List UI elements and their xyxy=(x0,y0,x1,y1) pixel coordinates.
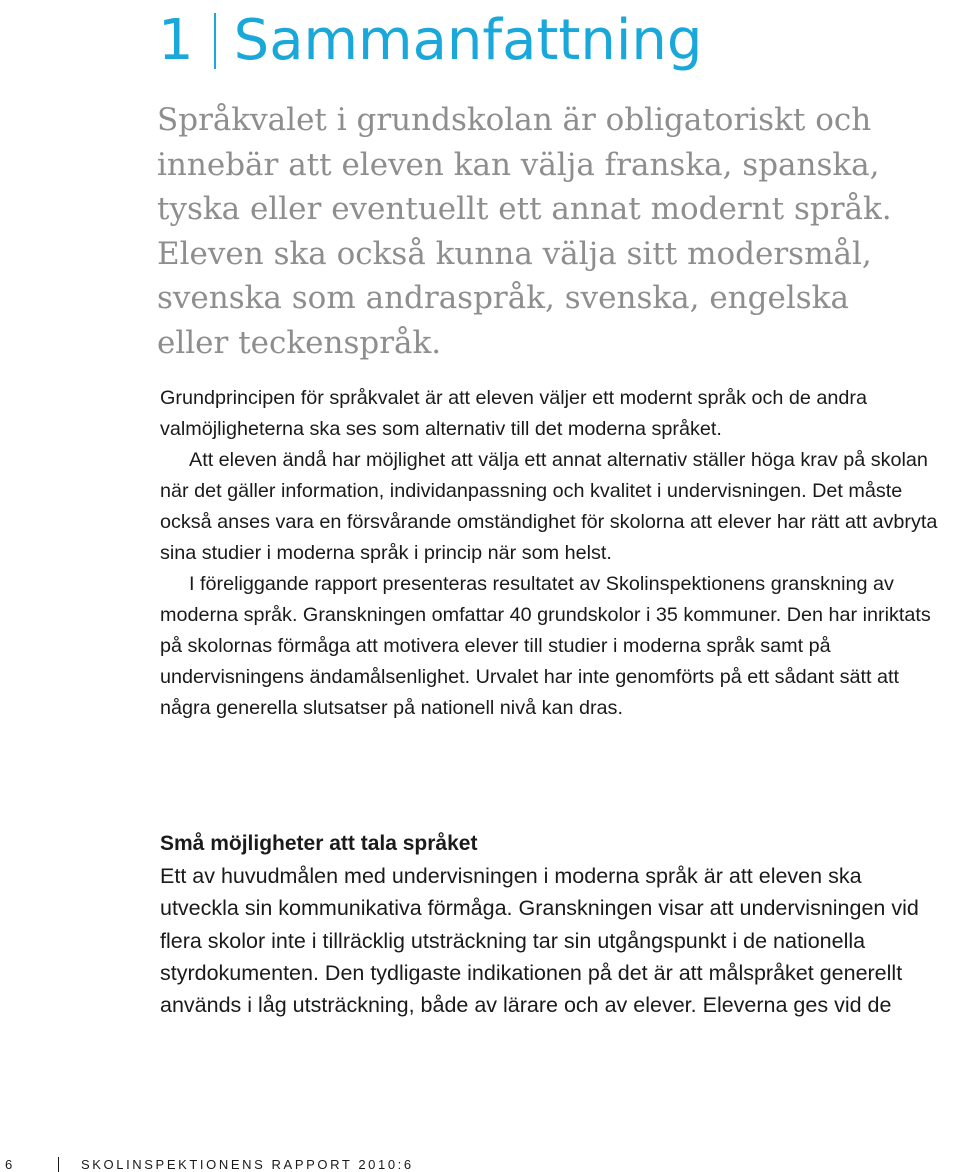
paragraph-1: Grundprincipen för språkvalet är att eleven väljer ett modernt språk och de andra valmöjligheterna ska ses som alternativ till det moderna språket. xyxy=(160,387,868,440)
section-small-opportunities xyxy=(160,828,940,1021)
paragraph-3: I föreliggande rapport presenteras resultatet av Skolinspektionens granskning av moderna språk. Granskningen omfattar 40 grundskolor i 35 kommuner. Den har inriktats på skolornas förmåga att motivera elever till studier i moderna språk samt på undervisningens ändamålsenlighet. Urvalet har inte genomförts på ett sådant sätt att några generella slutsatser på nationell nivå kan dras. xyxy=(160,573,931,719)
chapter-heading xyxy=(158,6,702,76)
paragraph-2: Att eleven ändå har möjlighet att välja ett annat alternativ ställer höga krav på skolan när det gäller information, individanpassning och kvalitet i undervisningen. Det måste också anses vara en försvårande omständighet för skolorna att elever har rätt att avbryta sina studier i moderna språk i princip när som helst. xyxy=(160,449,938,564)
body-text xyxy=(160,383,940,724)
running-title: SKOLINSPEKTIONENS RAPPORT 2010:6 xyxy=(81,1157,414,1172)
chapter-title: Sammanfattning xyxy=(233,8,703,73)
page-number: 6 xyxy=(0,1157,59,1172)
chapter-number: 1 xyxy=(158,8,194,73)
section-heading: Små möjligheter att tala språket xyxy=(160,832,478,855)
heading-divider xyxy=(214,13,216,69)
section-paragraph: Ett av huvudmålen med undervisningen i moderna språk är att eleven ska utveckla sin kommunikativa förmåga. Granskningen visar att undervisningen vid flera skolor inte i tillräcklig utsträckning tar sin utgångspunkt i de nationella styrdokumenten. Den tydligaste indikationen på det är att målspråket generellt används i låg utsträckning, både av lärare och av elever. Eleverna ges vid de xyxy=(160,864,919,1018)
lead-paragraph: Språkvalet i grundskolan är obligatoriskt och innebär att eleven kan välja franska, spanska, tyska eller eventuellt ett annat modernt språk. Eleven ska också kunna välja sitt modersmål, svenska som andraspråk, svenska, engelska eller teckenspråk. xyxy=(157,102,892,361)
page-footer xyxy=(0,1157,960,1172)
